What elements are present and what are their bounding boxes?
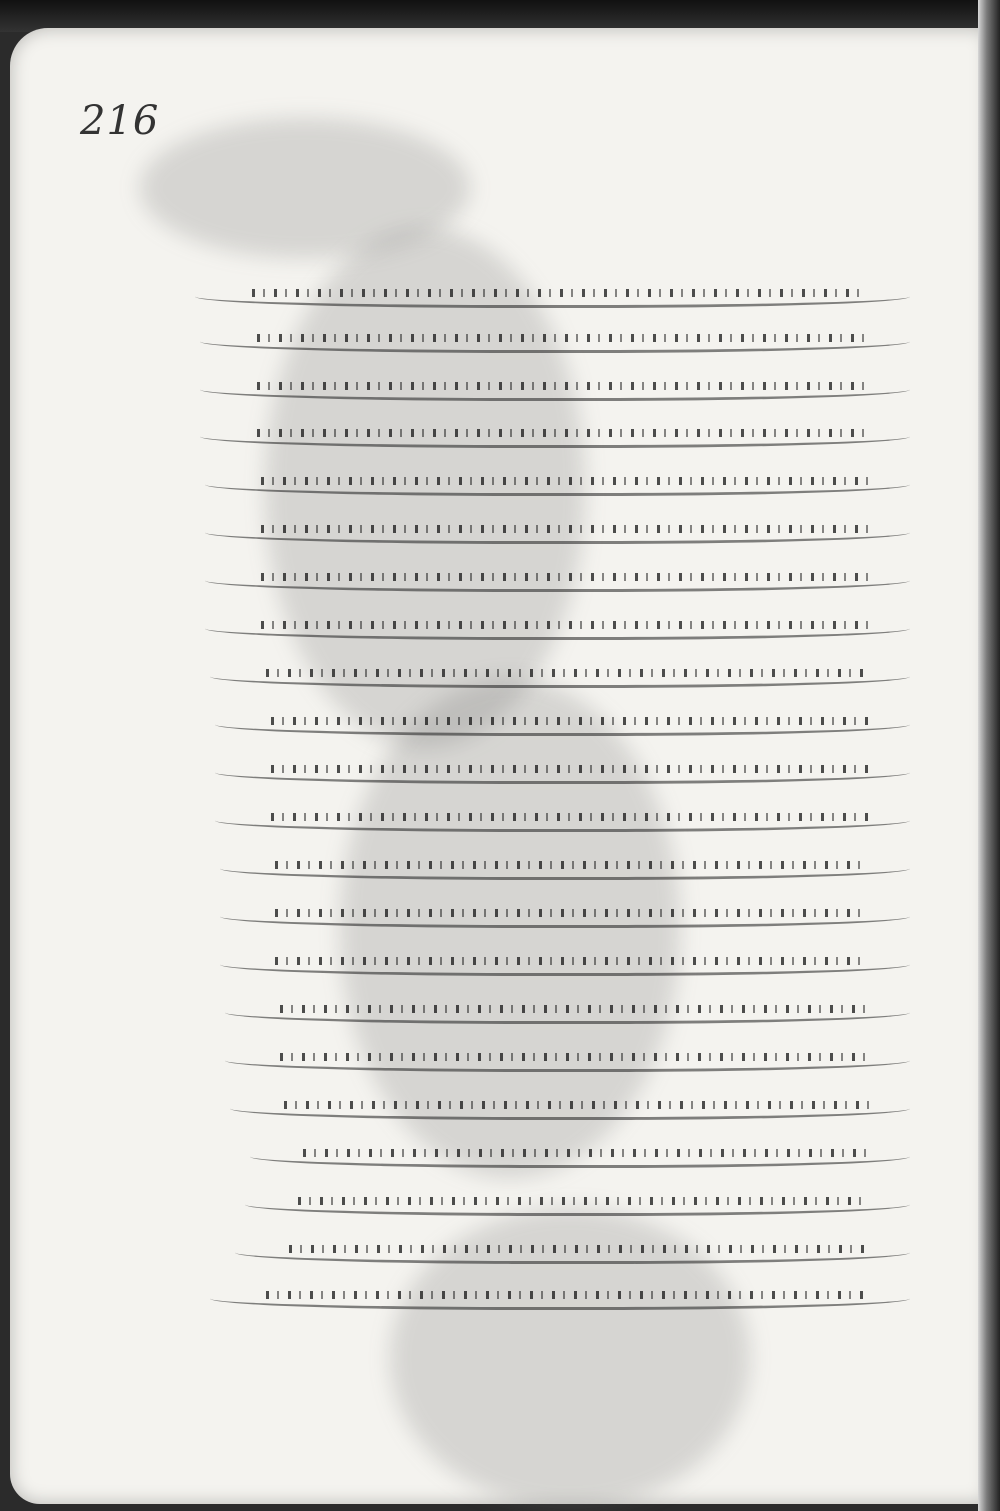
water-stain bbox=[140, 118, 470, 258]
text-line bbox=[200, 328, 910, 353]
manuscript-page bbox=[10, 28, 988, 1504]
binding-edge bbox=[978, 0, 1000, 1511]
text-line bbox=[205, 471, 910, 496]
text-line bbox=[210, 663, 910, 688]
text-line bbox=[235, 1239, 910, 1264]
text-line bbox=[200, 423, 910, 448]
text-line bbox=[215, 807, 910, 832]
folio-number: 216 bbox=[80, 98, 160, 144]
text-line bbox=[205, 567, 910, 592]
text-line bbox=[205, 519, 910, 544]
text-line bbox=[215, 711, 910, 736]
text-line bbox=[220, 951, 910, 976]
text-line bbox=[205, 615, 910, 640]
text-line bbox=[200, 376, 910, 401]
text-line bbox=[215, 759, 910, 784]
text-line bbox=[225, 1047, 910, 1072]
text-line bbox=[220, 855, 910, 880]
text-line bbox=[245, 1191, 910, 1216]
text-line bbox=[220, 903, 910, 928]
text-line bbox=[230, 1095, 910, 1120]
text-line bbox=[210, 1285, 910, 1310]
text-line bbox=[250, 1143, 910, 1168]
handwritten-text-block bbox=[175, 283, 910, 1343]
text-line bbox=[195, 283, 910, 308]
text-line bbox=[225, 999, 910, 1024]
